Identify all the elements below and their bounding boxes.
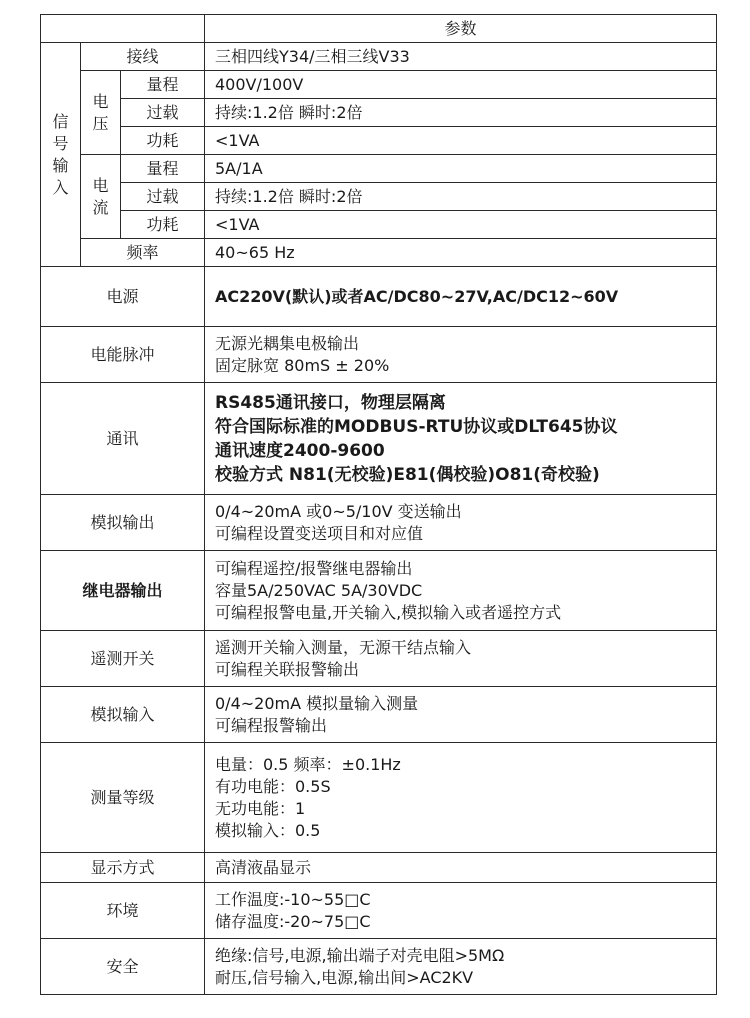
row-accuracy [41, 743, 717, 853]
row-wiring [41, 43, 717, 71]
display-label: 显示方式 [41, 853, 205, 883]
row-current-overload [41, 183, 717, 211]
voltage-overload-value: 持续:1.2倍 瞬时:2倍 [205, 99, 717, 127]
communication-value: RS485通讯接口，物理层隔离 符合国际标准的MODBUS-RTU协议或DLT645协议 通讯速度2400-9600 校验方式 N81(无校验)E81(偶校验)O81(奇校验) [205, 383, 717, 495]
header-row [41, 15, 717, 43]
spec-table [40, 14, 717, 995]
row-frequency [41, 239, 717, 267]
row-current-range [41, 155, 717, 183]
row-relay-output [41, 551, 717, 631]
relay-output-label: 继电器输出 [41, 551, 205, 631]
current-power-label: 功耗 [121, 211, 205, 239]
voltage-overload-label: 过载 [121, 99, 205, 127]
accuracy-label: 测量等级 [41, 743, 205, 853]
row-safety [41, 939, 717, 995]
row-voltage-range [41, 71, 717, 99]
row-environment [41, 883, 717, 939]
relay-output-value: 可编程遥控/报警继电器输出 容量5A/250VAC 5A/30VDC 可编程报警电量,开关输入,模拟输入或者遥控方式 [205, 551, 717, 631]
header-blank-cell [41, 15, 205, 43]
energy-pulse-label: 电能脉冲 [41, 327, 205, 383]
row-communication [41, 383, 717, 495]
display-value: 高清液晶显示 [205, 853, 717, 883]
telemetry-switch-value: 遥测开关输入测量，无源干结点输入 可编程关联报警输出 [205, 631, 717, 687]
power-supply-value: AC220V(默认)或者AC/DC80~27V,AC/DC12~60V [205, 267, 717, 327]
current-overload-label: 过载 [121, 183, 205, 211]
current-range-value: 5A/1A [205, 155, 717, 183]
row-voltage-overload [41, 99, 717, 127]
safety-value: 绝缘:信号,电源,输出端子对壳电阻>5MΩ 耐压,信号输入,电源,输出间>AC2KV [205, 939, 717, 995]
power-supply-label: 电源 [41, 267, 205, 327]
current-group-label: 电 流 [81, 155, 121, 239]
communication-label: 通讯 [41, 383, 205, 495]
telemetry-switch-label: 遥测开关 [41, 631, 205, 687]
row-voltage-power [41, 127, 717, 155]
energy-pulse-value: 无源光耦集电极输出 固定脉宽 80mS ± 20% [205, 327, 717, 383]
current-overload-value: 持续:1.2倍 瞬时:2倍 [205, 183, 717, 211]
row-current-power [41, 211, 717, 239]
accuracy-value: 电量：0.5 频率：±0.1Hz 有功电能：0.5S 无功电能：1 模拟输入：0.5 [205, 743, 717, 853]
current-range-label: 量程 [121, 155, 205, 183]
environment-value: 工作温度:-10~55□C 储存温度:-20~75□C [205, 883, 717, 939]
row-display [41, 853, 717, 883]
analog-output-label: 模拟输出 [41, 495, 205, 551]
analog-input-value: 0/4~20mA 模拟量输入测量 可编程报警输出 [205, 687, 717, 743]
wiring-value: 三相四线Y34/三相三线V33 [205, 43, 717, 71]
wiring-label: 接线 [81, 43, 205, 71]
voltage-range-label: 量程 [121, 71, 205, 99]
voltage-range-value: 400V/100V [205, 71, 717, 99]
row-energy-pulse [41, 327, 717, 383]
row-analog-input [41, 687, 717, 743]
signal-input-group-label: 信 号 输 入 [41, 43, 81, 267]
environment-label: 环境 [41, 883, 205, 939]
voltage-group-label: 电 压 [81, 71, 121, 155]
header-params: 参数 [205, 15, 717, 43]
row-analog-output [41, 495, 717, 551]
frequency-label: 频率 [81, 239, 205, 267]
safety-label: 安全 [41, 939, 205, 995]
analog-output-value: 0/4~20mA 或0~5/10V 变送输出 可编程设置变送项目和对应值 [205, 495, 717, 551]
voltage-power-value: <1VA [205, 127, 717, 155]
frequency-value: 40~65 Hz [205, 239, 717, 267]
row-telemetry-switch [41, 631, 717, 687]
analog-input-label: 模拟输入 [41, 687, 205, 743]
current-power-value: <1VA [205, 211, 717, 239]
voltage-power-label: 功耗 [121, 127, 205, 155]
row-power-supply [41, 267, 717, 327]
